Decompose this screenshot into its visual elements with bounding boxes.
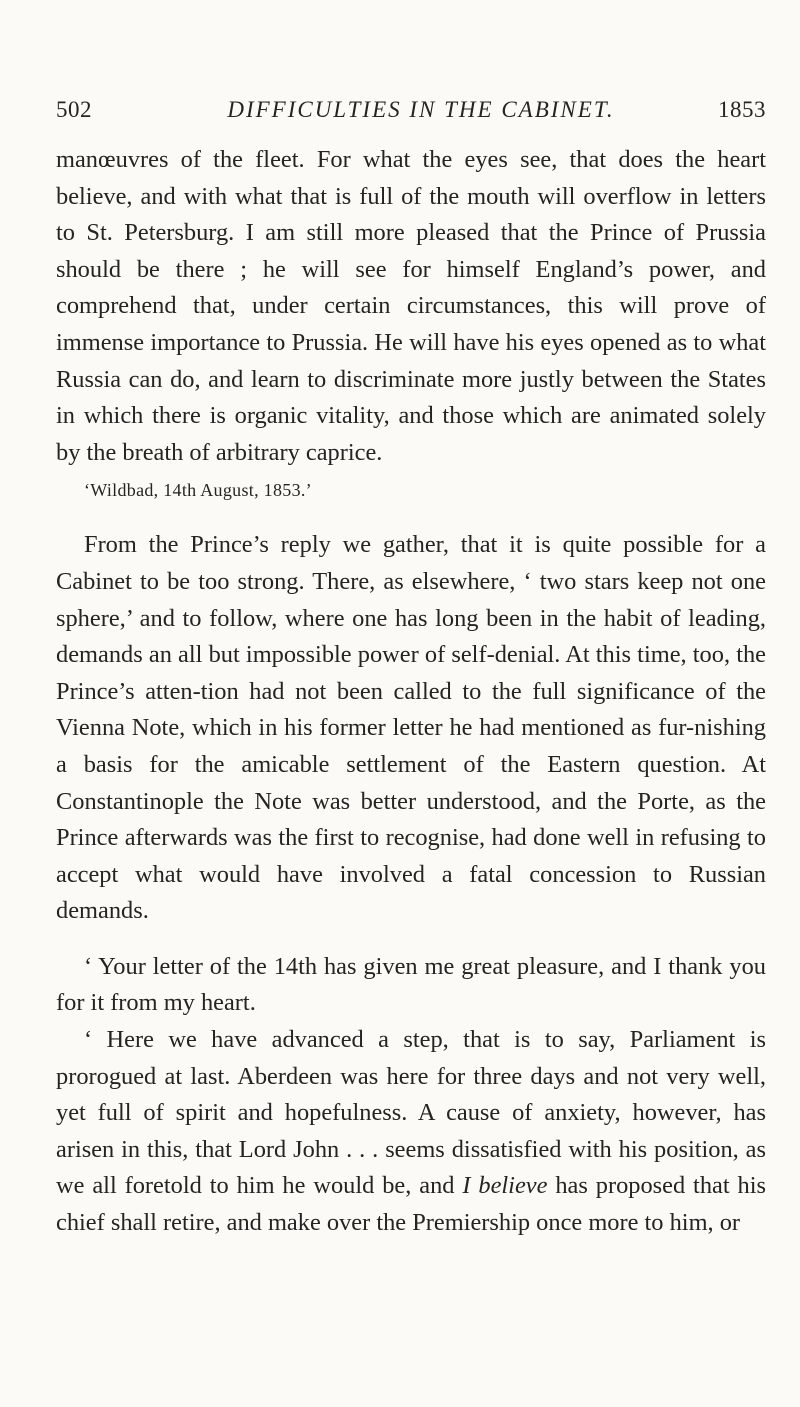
letter-dateline: ‘Wildbad, 14th August, 1853.’ — [84, 480, 312, 501]
body-text — [56, 142, 766, 1242]
narrative-paragraph: From the Prince’s reply we gather, that it is quite possible for a Cabinet to be too strong. There, as elsewhere, ‘ two stars keep not one sphere,’ and to follow, where one has long been in the habit of leading, demands an all but impossible power of self-denial. At this time, too, the Prince’s atten-tion had not been called to the full significance of the Vienna Note, which in his former letter he had mentioned as fur-nishing a basis for the amicable settlement of the Eastern question. At Constantinople the Note was better understood, and the Porte, as the Prince afterwards was the first to recognise, had done well in refusing to accept what would have involved a fatal concession to Russian demands. — [56, 531, 766, 925]
reply-paragraph-2-italic: I believe — [462, 1172, 548, 1200]
letter-end-paragraph: manœuvres of the fleet. For what the eyes see, that does the heart believe, and with what that is full of the mouth will overflow in letters to St. Petersburg. I am still more pleased that the Prince of Prussia should be there ; he will see for himself England’s power, and comprehend that, under certain circumstances, this will prove of immense importance to Prussia. He will have his eyes opened as to what Russia can do, and learn to discriminate more justly between the States in which there is organic vitality, and those which are animated solely by the breath of arbitrary caprice. — [56, 146, 766, 466]
reply-paragraph-2-text-end: has proposed that his chief shall retire, and make over the Premiership once more to him, or — [56, 1172, 766, 1237]
page-header — [56, 90, 766, 130]
reply-paragraph-2-text: ‘ Here we have advanced a step, that is to say, Parliament is prorogued at last. Aberdeen was here for three days and not very well, yet full of spirit and hopefulness. A cause of anxiety, however, has arisen in this, that Lord John . . . seems dissatisfied with his position, as we all foretold to him he would be, and — [56, 1026, 766, 1200]
reply-paragraph-2 — [56, 1022, 766, 1242]
header-year: 1853 — [718, 97, 766, 122]
page-number: 502 — [56, 97, 92, 122]
running-title: DIFFICULTIES IN THE CABINET. — [227, 97, 615, 122]
reply-paragraph-1: ‘ Your letter of the 14th has given me great pleasure, and I thank you for it from my heart. — [56, 952, 766, 1017]
